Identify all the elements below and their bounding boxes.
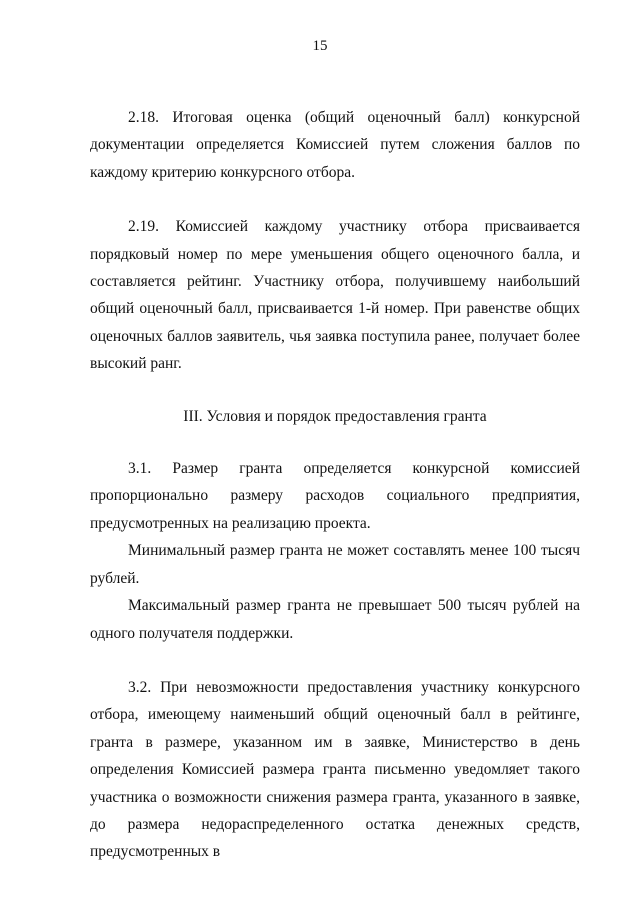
paragraph-3-1-min: Минимальный размер гранта не может составлять менее 100 тысяч рублей. <box>90 542 580 587</box>
paragraph-3-1: 3.1. Размер гранта определяется конкурсной комиссией пропорционально размеру расходов социального предприятия, предусмотренных на реализацию проекта. <box>90 460 580 532</box>
paragraph-3-2: 3.2. При невозможности предоставления участнику конкурсного отбора, имеющему наименьший общий оценочный балл в рейтинге, гранта в размере, указанном им в заявке, Министерство в день определения Комиссией размера гранта письменно уведомляет такого участника о возможности снижения размера гранта, указанного в заявке, до размера недораспределенного остатка денежных средств, предусмотренных в <box>90 678 580 861</box>
paragraph-3-1-max: Максимальный размер гранта не превышает 500 тысяч рублей на одного получателя поддержки. <box>90 597 580 642</box>
section-heading: III. Условия и порядок предоставления гранта <box>183 407 487 425</box>
page-number: 15 <box>312 38 328 54</box>
paragraph-2-18: 2.18. Итоговая оценка (общий оценочный балл) конкурсной документации определяется Комиссией путем сложения баллов по каждому критерию конкурсного отбора. <box>90 109 580 181</box>
paragraph-2-19: 2.19. Комиссией каждому участнику отбора присваивается порядковый номер по мере уменьшения общего оценочного балла, и составляется рейтинг. Участнику отбора, получившему наибольший общий оценочный балл, присваивается 1-й номер. При равенстве общих оценочных баллов заявитель, чья заявка поступила ранее, получает более высокий ранг. <box>90 218 580 373</box>
document-body <box>90 104 580 866</box>
